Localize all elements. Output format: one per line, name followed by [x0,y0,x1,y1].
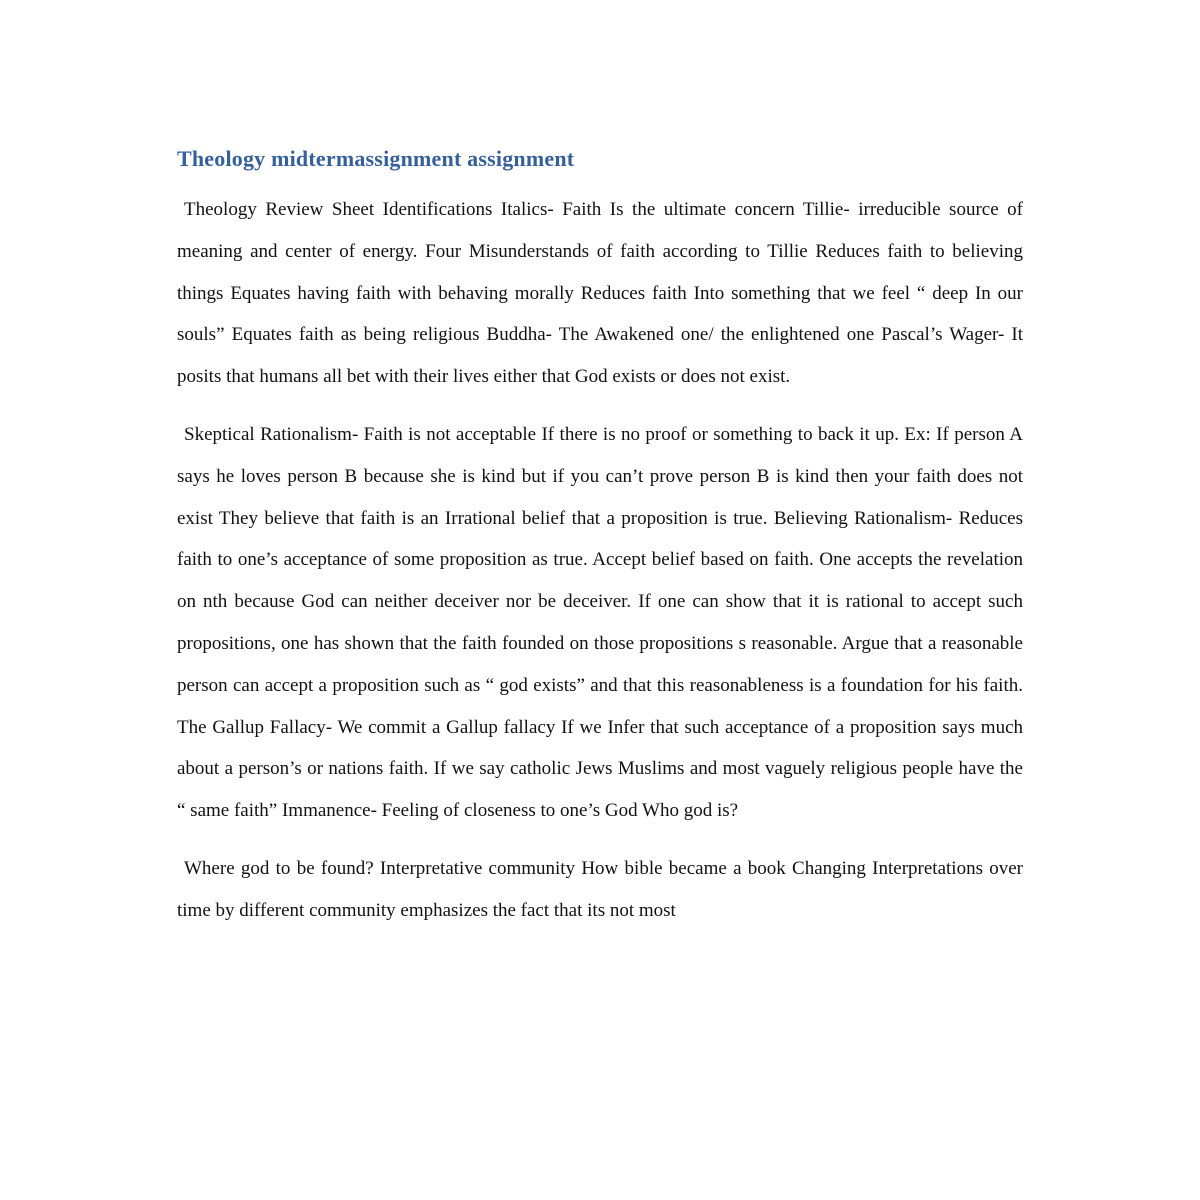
paragraph-rationalism: Skeptical Rationalism- Faith is not acceptable If there is no proof or something to back it up. Ex: If person A says he loves person B because she is kind but if you can’t prove person B is kind then your faith does not exist They believe that faith is an Irrational belief that a proposition is true. Believing Rationalism- Reduces faith to one’s acceptance of some proposition as true. Accept belief based on faith. One accepts the revelation on nth because God can neither deceiver nor be deceiver. If one can show that it is rational to accept such propositions, one has shown that the faith founded on those propositions s reasonable. Argue that a reasonable person can accept a proposition such as “ god exists” and that this reasonableness is a foundation for his faith. The Gallup Fallacy- We commit a Gallup fallacy If we Infer that such acceptance of a proposition says much about a person’s or nations faith. If we say catholic Jews Muslims and most vaguely religious people have the “ same faith” Immanence- Feeling of closeness to one’s God Who god is? [177,423,1023,822]
paragraph-faith-definitions: Theology Review Sheet Identifications Italics- Faith Is the ultimate concern Tillie- irreducible source of meaning and center of energy. Four Misunderstands of faith according to Tillie Reduces faith to believing things Equates having faith with behaving morally Reduces faith Into something that we feel “ deep In our souls” Equates faith as being religious Buddha- The Awakened one/ the enlightened one Pascal’s Wager- It posits that humans all bet with their lives either that God exists or does not exist. [177,199,1023,388]
document-title: Theology midtermassignment assignment [177,146,575,171]
paragraph-interpretive-community: Where god to be found? Interpretative community How bible became a book Changing Interpretations over time by different community emphasizes the fact that its not most [177,857,1023,921]
document-body [177,143,1023,948]
